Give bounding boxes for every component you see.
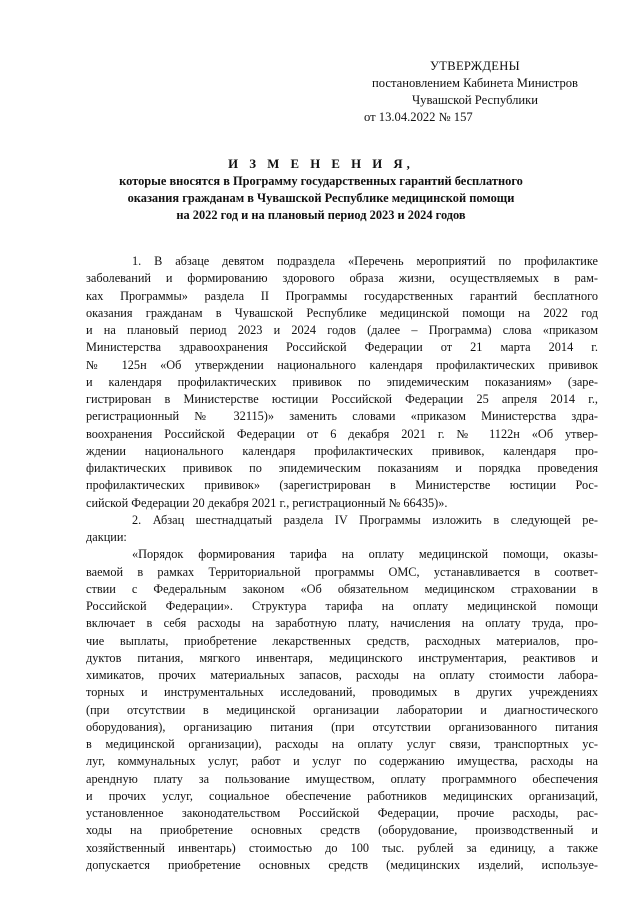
heading-line: которые вносятся в Программу государственных гарантий бесплатного <box>119 174 523 188</box>
body-line: ках Программы» раздела II Программы государственных гарантий бесплатного <box>86 288 598 303</box>
body-line: торных и инструментальных исследований, проводимых в других учреждениях <box>86 685 598 700</box>
body-line: профилактических прививок» (зарегистрирован в Министерстве юстиции Рос- <box>86 478 598 493</box>
approval-region: Чувашской Республики <box>412 93 538 107</box>
document-body <box>86 253 598 874</box>
body-line: и на плановый период 2023 и 2024 годов (далее – Программа) слова «приказом <box>86 323 598 337</box>
approval-title: УТВЕРЖДЕНЫ <box>430 59 520 73</box>
body-line: допускается приобретение основных средств (медицинских изделий, используе- <box>86 857 598 872</box>
body-line: филактических прививок по эпидемическим показаниям и порядка проведения <box>86 461 598 475</box>
approval-date-number: от 13.04.2022 № 157 <box>364 110 473 124</box>
body-line: 1. В абзаце девятом подраздела «Перечень мероприятий по профилактике <box>132 254 598 268</box>
body-line: ваемой в рамках Территориальной программы ОМС, устанавливается в соответ- <box>86 564 598 579</box>
body-line: и прочих услуг, социальное обеспечение работников медицинских организаций, <box>86 788 598 803</box>
body-line: и календаря профилактических прививок по эпидемическим показаниям» (заре- <box>86 374 598 389</box>
body-line: включает в себя расходы на заработную плату, начисления на оплату труда, про- <box>86 616 598 631</box>
body-line: воохранения Российской Федерации от 6 декабря 2021 г. № 1122н «Об утвер- <box>86 426 598 441</box>
approval-authority: постановлением Кабинета Министров <box>372 76 578 90</box>
body-line: дакции: <box>86 530 127 544</box>
heading-line: оказания гражданам в Чувашской Республике медицинской помощи <box>127 191 515 205</box>
body-line: Российской Федерации». Структура тарифа на оплату медицинской помощи <box>86 599 598 613</box>
body-line: дуктов питания, мягкого инвентаря, медицинского инструментария, реактивов и <box>86 650 598 665</box>
body-line: ходы на приобретение основных средств (оборудование, производственный и <box>86 823 598 838</box>
document-heading <box>80 156 562 224</box>
body-line: регистрационный № 32115)» заменить словами «приказом Министерства здра- <box>86 409 598 424</box>
body-line: (при отсутствии в медицинской организации лаборатории и диагностического <box>86 702 598 717</box>
body-line: Министерства здравоохранения Российской Федерации от 21 марта 2014 г. <box>86 340 598 355</box>
body-line: в медицинской организации), расходы на оплату услуг связи, транспортных ус- <box>86 737 598 751</box>
body-line: «Порядок формирования тарифа на оплату медицинской помощи, оказы- <box>132 547 598 562</box>
heading-title: И З М Е Н Е Н И Я, <box>228 157 414 171</box>
approval-stamp <box>340 58 610 126</box>
body-line: гистрирован в Министерстве юстиции Российской Федерации 25 апреля 2014 г., <box>86 392 598 406</box>
heading-line: на 2022 год и на плановый период 2023 и 2024 годов <box>176 208 466 222</box>
body-line: химикатов, прочих материальных запасов, расходы на оплату стоимости лабора- <box>86 668 598 682</box>
body-line: сийской Федерации 20 декабря 2021 г., регистрационный № 66435)». <box>86 495 448 510</box>
body-line: луг, коммунальных услуг, работ и услуг по содержанию имущества, расходы на <box>86 754 598 769</box>
body-line: установленное законодательством Российской Федерации, прочие расходы, рас- <box>86 806 598 820</box>
body-line: оборудования), организацию питания (при отсутствии организованного питания <box>86 719 598 734</box>
body-line: арендную плату за пользование имуществом, оплату программного обеспечения <box>86 771 598 786</box>
body-line: чие выплаты, приобретение лекарственных средств, расходных материалов, про- <box>86 633 598 648</box>
body-line: заболеваний и формированию здорового образа жизни, осуществляемых в рам- <box>86 271 598 286</box>
body-line: № 125н «Об утверждении национального календаря профилактических прививок <box>86 357 598 372</box>
body-line: хозяйственный инвентарь) стоимостью до 100 тыс. рублей за единицу, а также <box>86 840 598 855</box>
body-line: ствии с Федеральным законом «Об обязательном медицинском страховании в <box>86 581 598 596</box>
body-line: оказания гражданам в Чувашской Республике медицинской помощи на 2022 год <box>86 305 598 320</box>
body-line: ждении национального календаря профилактических прививок, календаря про- <box>86 443 598 458</box>
body-line: 2. Абзац шестнадцатый раздела IV Программы изложить в следующей ре- <box>132 512 598 527</box>
